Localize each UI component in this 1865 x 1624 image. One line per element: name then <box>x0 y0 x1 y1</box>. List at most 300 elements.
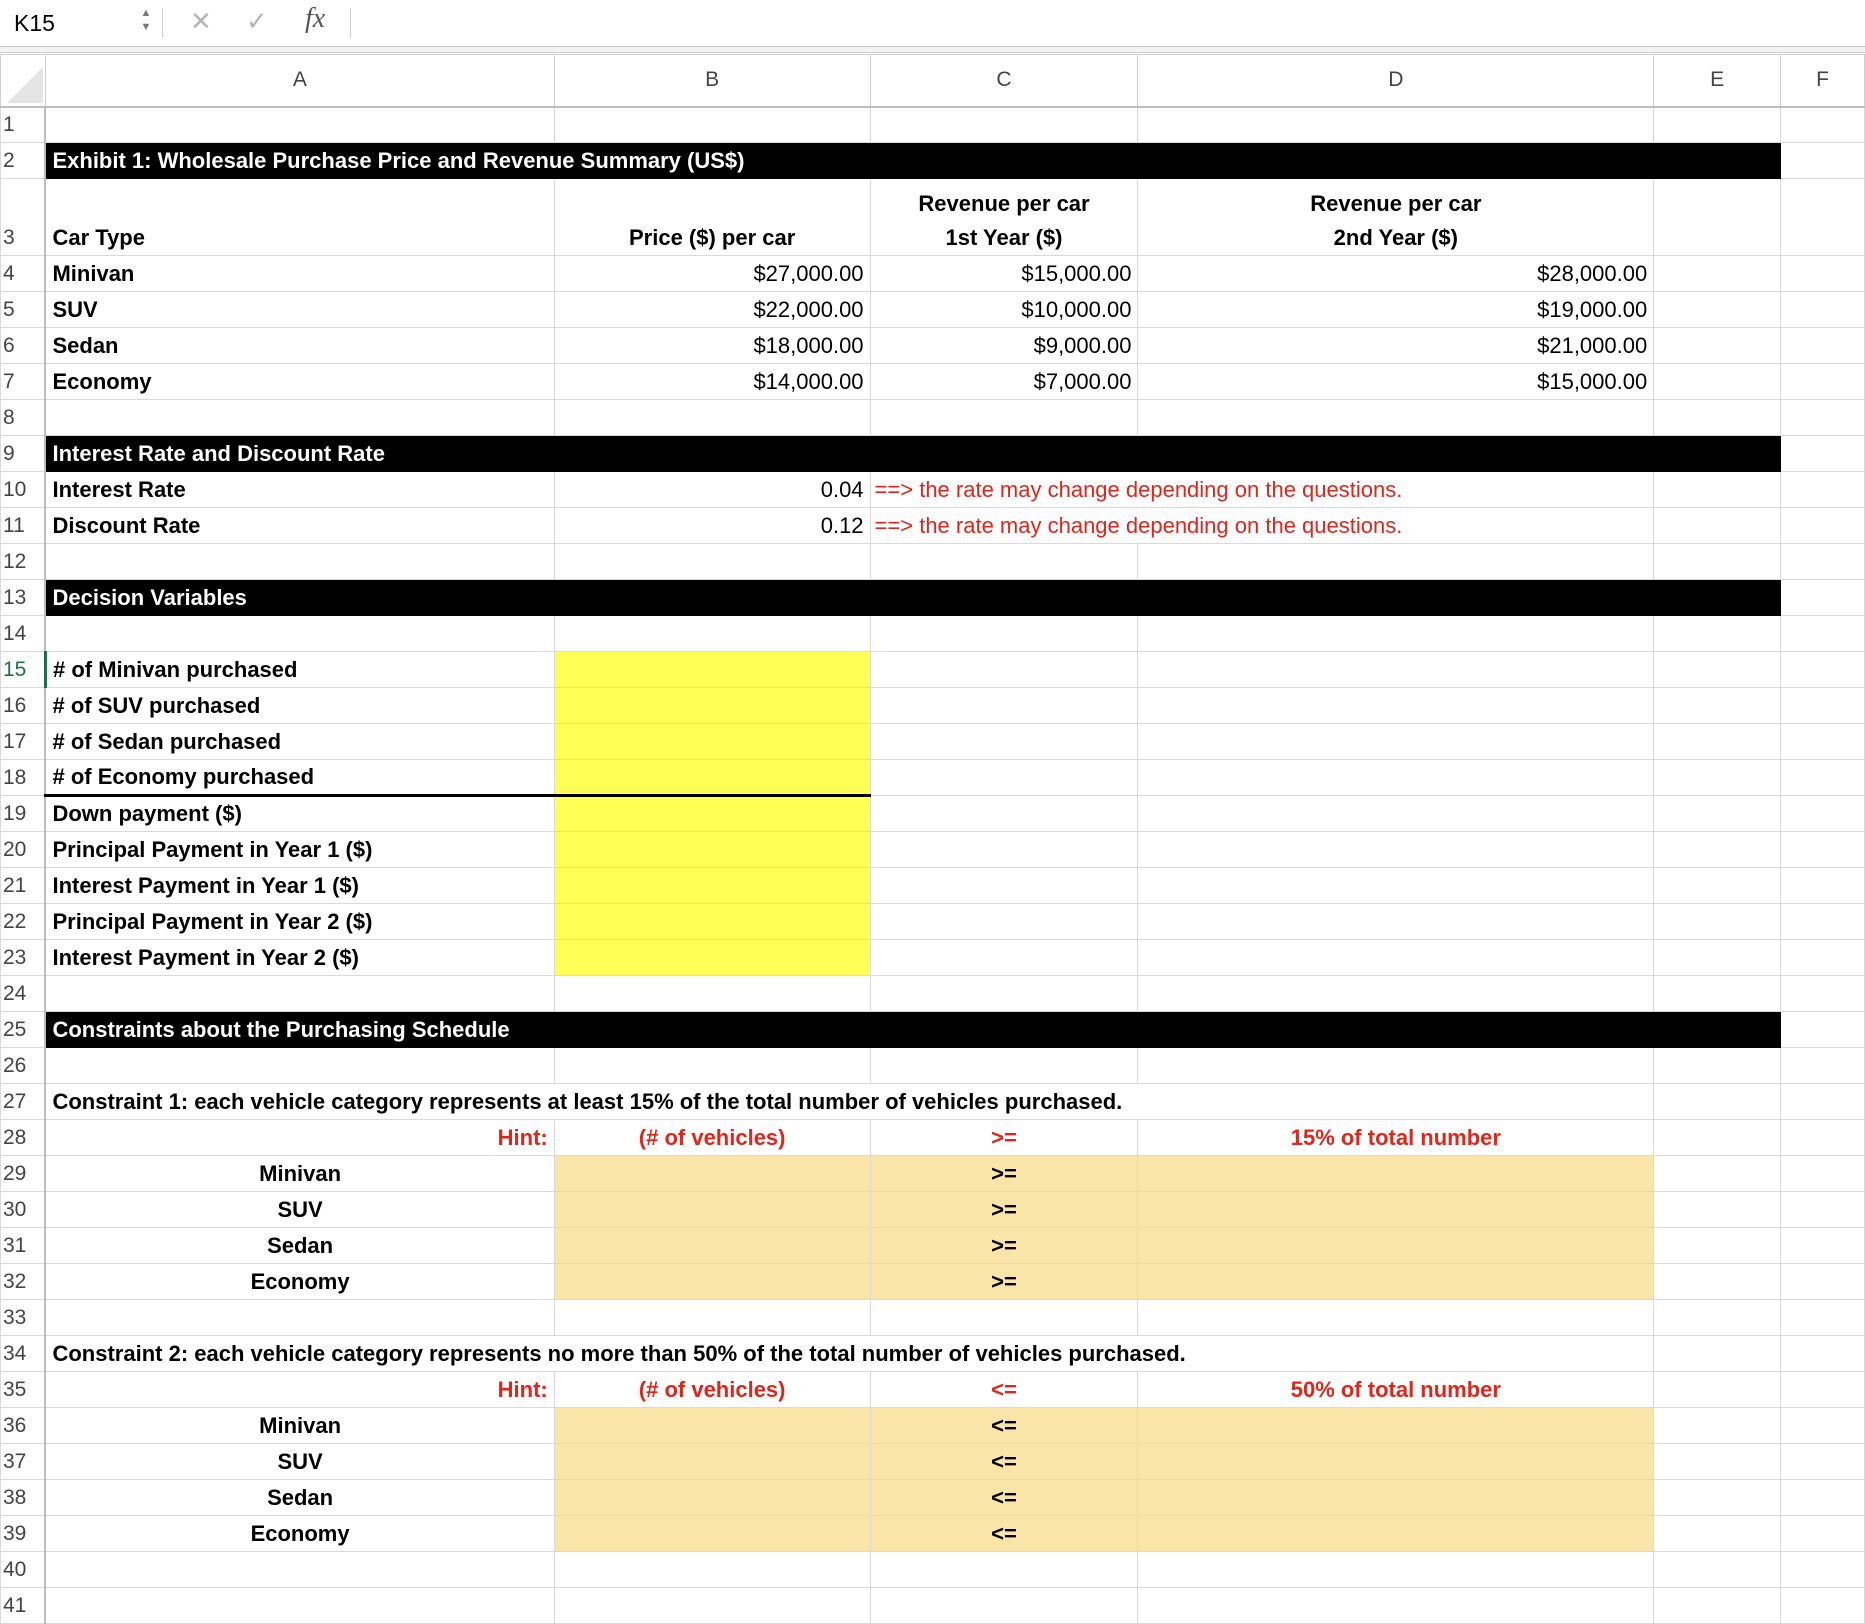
cell[interactable] <box>1781 940 1865 976</box>
cell[interactable] <box>554 1588 870 1624</box>
row-27 <box>1 1084 1865 1120</box>
car-type-cell[interactable]: Economy <box>45 364 554 400</box>
row-header[interactable]: 9 <box>1 436 46 472</box>
row-33 <box>1 1300 1865 1336</box>
price-cell[interactable]: $14,000.00 <box>554 364 870 400</box>
row-header[interactable]: 7 <box>1 364 46 400</box>
row-header[interactable]: 29 <box>1 1156 46 1192</box>
cell[interactable] <box>870 1300 1138 1336</box>
cell[interactable] <box>1138 724 1654 760</box>
revenue-year2-line2: 2nd Year ($) <box>1333 225 1458 250</box>
row-header[interactable]: 12 <box>1 544 46 580</box>
constraint1-hint[interactable]: Hint: <box>45 1120 554 1156</box>
row-header[interactable]: 36 <box>1 1408 46 1444</box>
cell[interactable] <box>1781 1516 1865 1552</box>
cell[interactable] <box>1781 1588 1865 1624</box>
constraint1-item-label[interactable]: Minivan <box>45 1156 554 1192</box>
cell[interactable] <box>1138 544 1654 580</box>
cell[interactable] <box>870 796 1138 832</box>
decision-var-label[interactable]: Principal Payment in Year 2 ($) <box>45 904 554 940</box>
row-header[interactable]: 25 <box>1 1012 46 1048</box>
revenue-year1-header[interactable] <box>870 179 1138 256</box>
row-header[interactable]: 5 <box>1 292 46 328</box>
column-header-b[interactable]: B <box>554 55 870 107</box>
car-type-cell[interactable]: Minivan <box>45 256 554 292</box>
interest-rate-value[interactable]: 0.04 <box>554 472 870 508</box>
row-header[interactable]: 18 <box>1 760 46 796</box>
constraint2-lhs-cell[interactable] <box>554 1444 870 1480</box>
car-type-cell[interactable]: Sedan <box>45 328 554 364</box>
row-header[interactable]: 28 <box>1 1120 46 1156</box>
constraint2-item-label[interactable]: Minivan <box>45 1408 554 1444</box>
formula-input[interactable] <box>352 8 1852 38</box>
cell[interactable] <box>1781 724 1865 760</box>
cell[interactable] <box>45 400 554 436</box>
column-header-d[interactable]: D <box>1138 55 1654 107</box>
cell[interactable] <box>1781 652 1865 688</box>
constraint1-rhs-cell[interactable] <box>1138 1156 1654 1192</box>
cell[interactable] <box>1654 616 1781 652</box>
cell[interactable] <box>554 544 870 580</box>
cell[interactable] <box>870 760 1138 796</box>
cell-f6[interactable] <box>1781 328 1865 364</box>
cell-f7[interactable] <box>1781 364 1865 400</box>
cell[interactable] <box>45 544 554 580</box>
constraint2-op-hint[interactable]: <= <box>870 1372 1138 1408</box>
constraint2-item-label[interactable]: Economy <box>45 1516 554 1552</box>
constraint2-op-cell[interactable]: <= <box>870 1444 1138 1480</box>
cell[interactable] <box>1654 1048 1781 1084</box>
cell-a1[interactable] <box>45 107 554 143</box>
decision-var-input[interactable] <box>554 832 870 868</box>
constraint1-item-label[interactable]: Sedan <box>45 1228 554 1264</box>
cell[interactable] <box>1781 1372 1865 1408</box>
row-header[interactable]: 10 <box>1 472 46 508</box>
constraint2-rhs-cell[interactable] <box>1138 1480 1654 1516</box>
cell-e3[interactable] <box>1654 179 1781 256</box>
discount-rate-note[interactable]: ==> the rate may change depending on the questions. <box>870 508 1654 544</box>
discount-rate-label[interactable]: Discount Rate <box>45 508 554 544</box>
cell[interactable] <box>1654 1192 1781 1228</box>
cell[interactable] <box>1781 508 1865 544</box>
row-41 <box>1 1588 1865 1624</box>
cell[interactable] <box>1654 1264 1781 1300</box>
cell[interactable] <box>1654 832 1781 868</box>
cell[interactable] <box>45 1048 554 1084</box>
cell[interactable] <box>870 832 1138 868</box>
row-header[interactable]: 30 <box>1 1192 46 1228</box>
constraint2-title[interactable]: Constraint 2: each vehicle category represents no more than 50% of the total number of vehicles purchased. <box>45 1336 1653 1372</box>
cell[interactable] <box>1781 760 1865 796</box>
row-header-active[interactable]: 15 <box>1 652 46 688</box>
constraint2-hint[interactable]: Hint: <box>45 1372 554 1408</box>
cell[interactable] <box>1781 1120 1865 1156</box>
cell[interactable] <box>1654 1336 1781 1372</box>
cell[interactable] <box>1138 1552 1654 1588</box>
cell[interactable] <box>870 400 1138 436</box>
constraint2-rhs-cell[interactable] <box>1138 1408 1654 1444</box>
cell[interactable] <box>1654 400 1781 436</box>
row-38 <box>1 1480 1865 1516</box>
cell[interactable] <box>1781 1192 1865 1228</box>
cell[interactable] <box>1654 1480 1781 1516</box>
cell[interactable] <box>554 1552 870 1588</box>
cell[interactable] <box>1654 1120 1781 1156</box>
cell[interactable] <box>1781 796 1865 832</box>
decision-var-input[interactable] <box>554 904 870 940</box>
car-type-cell[interactable]: SUV <box>45 292 554 328</box>
constraint2-op-cell[interactable]: <= <box>870 1480 1138 1516</box>
constraints-section-bar[interactable]: Constraints about the Purchasing Schedule <box>45 1012 1780 1048</box>
cell[interactable] <box>45 616 554 652</box>
cell[interactable] <box>1654 1084 1781 1120</box>
cell[interactable] <box>870 1588 1138 1624</box>
cell[interactable] <box>1781 1408 1865 1444</box>
cell[interactable] <box>1654 472 1781 508</box>
row-39 <box>1 1516 1865 1552</box>
constraint1-rhs-cell[interactable] <box>1138 1192 1654 1228</box>
row-header[interactable]: 19 <box>1 796 46 832</box>
row-header[interactable]: 6 <box>1 328 46 364</box>
revenue-year1-cell[interactable]: $15,000.00 <box>870 256 1138 292</box>
name-box[interactable]: K15 <box>14 10 55 36</box>
constraint1-lhs-cell[interactable] <box>554 1156 870 1192</box>
revenue-year2-cell[interactable]: $28,000.00 <box>1138 256 1654 292</box>
cell[interactable] <box>1138 1588 1654 1624</box>
exhibit-title-bar[interactable]: Exhibit 1: Wholesale Purchase Price and Revenue Summary (US$) <box>45 143 1780 179</box>
constraint1-op-cell[interactable]: >= <box>870 1192 1138 1228</box>
constraint1-lhs-cell[interactable] <box>554 1228 870 1264</box>
row-header[interactable]: 21 <box>1 868 46 904</box>
constraint2-rhs-cell[interactable] <box>1138 1444 1654 1480</box>
constraint2-rhs-cell[interactable] <box>1138 1516 1654 1552</box>
constraint1-rhs-cell[interactable] <box>1138 1264 1654 1300</box>
cell[interactable] <box>1781 868 1865 904</box>
select-all-corner[interactable] <box>1 55 46 107</box>
decision-var-input[interactable] <box>554 652 870 688</box>
rates-section-bar[interactable]: Interest Rate and Discount Rate <box>45 436 1780 472</box>
row-7 <box>1 364 1865 400</box>
cell[interactable] <box>1781 1300 1865 1336</box>
cell[interactable] <box>1654 1408 1781 1444</box>
column-header-row <box>1 55 1865 107</box>
constraint2-item-label[interactable]: SUV <box>45 1444 554 1480</box>
cell[interactable] <box>1654 940 1781 976</box>
cell[interactable] <box>1781 1480 1865 1516</box>
cell[interactable] <box>1138 832 1654 868</box>
constraint2-op-cell[interactable]: <= <box>870 1516 1138 1552</box>
row-9 <box>1 436 1865 472</box>
constraint1-item-label[interactable]: SUV <box>45 1192 554 1228</box>
cell[interactable] <box>1138 652 1654 688</box>
row-header[interactable]: 11 <box>1 508 46 544</box>
cell-f5[interactable] <box>1781 292 1865 328</box>
cell[interactable] <box>1654 1588 1781 1624</box>
cell[interactable] <box>1654 904 1781 940</box>
decision-var-input[interactable] <box>554 760 870 796</box>
cell-e1[interactable] <box>1654 107 1781 143</box>
cell[interactable] <box>1781 400 1865 436</box>
close-icon[interactable]: ✕ <box>190 6 212 36</box>
row-20 <box>1 832 1865 868</box>
decision-var-input[interactable] <box>554 868 870 904</box>
decision-var-input[interactable] <box>554 688 870 724</box>
discount-rate-value[interactable]: 0.12 <box>554 508 870 544</box>
cell[interactable] <box>554 400 870 436</box>
up-down-arrows-icon[interactable]: ▲ ▼ <box>140 7 152 33</box>
decision-var-label[interactable]: # of Minivan purchased <box>45 652 554 688</box>
cell[interactable] <box>1138 796 1654 832</box>
column-header-c[interactable]: C <box>870 55 1138 107</box>
price-cell[interactable]: $18,000.00 <box>554 328 870 364</box>
constraint2-lhs-cell[interactable] <box>554 1516 870 1552</box>
price-cell[interactable]: $22,000.00 <box>554 292 870 328</box>
constraint1-rhs-hint[interactable]: 15% of total number <box>1138 1120 1654 1156</box>
cell-e4[interactable] <box>1654 256 1781 292</box>
check-icon[interactable]: ✓ <box>246 6 268 36</box>
row-header[interactable]: 39 <box>1 1516 46 1552</box>
row-header[interactable]: 23 <box>1 940 46 976</box>
row-35 <box>1 1372 1865 1408</box>
row-28 <box>1 1120 1865 1156</box>
cell-b1[interactable] <box>554 107 870 143</box>
decision-var-label[interactable]: Interest Payment in Year 2 ($) <box>45 940 554 976</box>
cell[interactable] <box>870 976 1138 1012</box>
cell[interactable] <box>1654 544 1781 580</box>
cell[interactable] <box>870 868 1138 904</box>
cell[interactable] <box>1654 868 1781 904</box>
cell-f3[interactable] <box>1781 179 1865 256</box>
constraint2-lhs-cell[interactable] <box>554 1480 870 1516</box>
cell[interactable] <box>1654 1228 1781 1264</box>
constraint1-title[interactable]: Constraint 1: each vehicle category represents at least 15% of the total number of vehicles purchased. <box>45 1084 1653 1120</box>
cell[interactable] <box>1781 1264 1865 1300</box>
cell[interactable] <box>1654 1444 1781 1480</box>
cell[interactable] <box>1138 400 1654 436</box>
car-type-header[interactable]: Car Type <box>45 179 554 256</box>
cell[interactable] <box>1781 1444 1865 1480</box>
cell[interactable] <box>45 976 554 1012</box>
row-header[interactable]: 20 <box>1 832 46 868</box>
interest-rate-label[interactable]: Interest Rate <box>45 472 554 508</box>
revenue-year1-cell[interactable]: $9,000.00 <box>870 328 1138 364</box>
revenue-year1-cell[interactable]: $10,000.00 <box>870 292 1138 328</box>
cell[interactable] <box>870 616 1138 652</box>
row-header[interactable]: 35 <box>1 1372 46 1408</box>
row-header[interactable]: 2 <box>1 143 46 179</box>
constraint1-lhs-cell[interactable] <box>554 1192 870 1228</box>
cell[interactable] <box>554 616 870 652</box>
row-header[interactable]: 16 <box>1 688 46 724</box>
cell[interactable] <box>1781 1552 1865 1588</box>
cell[interactable] <box>1781 1228 1865 1264</box>
revenue-year2-header[interactable] <box>1138 179 1654 256</box>
row-12 <box>1 544 1865 580</box>
revenue-year2-cell[interactable]: $15,000.00 <box>1138 364 1654 400</box>
row-22 <box>1 904 1865 940</box>
row-header[interactable]: 17 <box>1 724 46 760</box>
row-header[interactable]: 31 <box>1 1228 46 1264</box>
revenue-year1-line2: 1st Year ($) <box>945 225 1063 250</box>
decision-variables-bar[interactable]: Decision Variables <box>45 580 1780 616</box>
cell[interactable] <box>1654 1552 1781 1588</box>
decision-var-label[interactable]: Down payment ($) <box>45 796 554 832</box>
cell[interactable] <box>554 1300 870 1336</box>
cell[interactable] <box>1781 472 1865 508</box>
fx-icon[interactable]: fx <box>305 3 326 34</box>
cell[interactable] <box>1781 1336 1865 1372</box>
cell[interactable] <box>870 544 1138 580</box>
constraint1-op-hint[interactable]: >= <box>870 1120 1138 1156</box>
decision-var-label[interactable]: # of Economy purchased <box>45 760 554 796</box>
cell[interactable] <box>1781 436 1865 472</box>
column-header-f[interactable]: F <box>1781 55 1865 107</box>
cell[interactable] <box>1654 688 1781 724</box>
cell[interactable] <box>1781 1156 1865 1192</box>
cell-f1[interactable] <box>1781 107 1865 143</box>
constraint1-item-label[interactable]: Economy <box>45 1264 554 1300</box>
cell[interactable] <box>1654 724 1781 760</box>
row-header[interactable]: 41 <box>1 1588 46 1624</box>
cell[interactable] <box>1138 760 1654 796</box>
cell[interactable] <box>870 1552 1138 1588</box>
cell[interactable] <box>1654 976 1781 1012</box>
decision-var-label[interactable]: # of SUV purchased <box>45 688 554 724</box>
cell[interactable] <box>45 1300 554 1336</box>
cell[interactable] <box>1781 832 1865 868</box>
constraint2-op-cell[interactable]: <= <box>870 1408 1138 1444</box>
constraint2-item-label[interactable]: Sedan <box>45 1480 554 1516</box>
row-header[interactable]: 34 <box>1 1336 46 1372</box>
cell[interactable] <box>1654 508 1781 544</box>
cell[interactable] <box>1781 1012 1865 1048</box>
constraint1-op-cell[interactable]: >= <box>870 1156 1138 1192</box>
cell[interactable] <box>1138 904 1654 940</box>
cell[interactable] <box>1654 1372 1781 1408</box>
cell-e7[interactable] <box>1654 364 1781 400</box>
cell[interactable] <box>1781 688 1865 724</box>
revenue-year2-cell[interactable]: $19,000.00 <box>1138 292 1654 328</box>
cell[interactable] <box>1654 1156 1781 1192</box>
cell[interactable] <box>1781 904 1865 940</box>
row-header[interactable]: 4 <box>1 256 46 292</box>
row-header[interactable]: 40 <box>1 1552 46 1588</box>
price-header[interactable]: Price ($) per car <box>554 179 870 256</box>
decision-var-input[interactable] <box>554 940 870 976</box>
decision-var-label[interactable]: Interest Payment in Year 1 ($) <box>45 868 554 904</box>
decision-var-input[interactable] <box>554 796 870 832</box>
row-header[interactable]: 33 <box>1 1300 46 1336</box>
row-header[interactable]: 14 <box>1 616 46 652</box>
row-11 <box>1 508 1865 544</box>
cell[interactable] <box>1781 1048 1865 1084</box>
row-header[interactable]: 8 <box>1 400 46 436</box>
revenue-year2-cell[interactable]: $21,000.00 <box>1138 328 1654 364</box>
constraint2-lhs-hint[interactable]: (# of vehicles) <box>554 1372 870 1408</box>
constraint1-lhs-cell[interactable] <box>554 1264 870 1300</box>
interest-rate-note[interactable]: ==> the rate may change depending on the questions. <box>870 472 1654 508</box>
row-header[interactable]: 26 <box>1 1048 46 1084</box>
cell-c1[interactable] <box>870 107 1138 143</box>
cell[interactable] <box>1654 1300 1781 1336</box>
cell[interactable] <box>870 724 1138 760</box>
row-6 <box>1 328 1865 364</box>
decision-var-input[interactable] <box>554 724 870 760</box>
row-header[interactable]: 1 <box>1 107 46 143</box>
row-header[interactable]: 27 <box>1 1084 46 1120</box>
row-header[interactable]: 24 <box>1 976 46 1012</box>
cell[interactable] <box>1781 580 1865 616</box>
cell[interactable] <box>870 1048 1138 1084</box>
cell-e6[interactable] <box>1654 328 1781 364</box>
row-26 <box>1 1048 1865 1084</box>
cell[interactable] <box>1654 1516 1781 1552</box>
cell[interactable] <box>1138 868 1654 904</box>
decision-var-label[interactable]: Principal Payment in Year 1 ($) <box>45 832 554 868</box>
cell[interactable] <box>870 688 1138 724</box>
cell[interactable] <box>45 1588 554 1624</box>
cell[interactable] <box>45 1552 554 1588</box>
row-30 <box>1 1192 1865 1228</box>
column-header-e[interactable]: E <box>1654 55 1781 107</box>
row-header[interactable]: 38 <box>1 1480 46 1516</box>
constraint2-rhs-hint[interactable]: 50% of total number <box>1138 1372 1654 1408</box>
cell[interactable] <box>1781 544 1865 580</box>
cell[interactable] <box>554 1048 870 1084</box>
cell[interactable] <box>1138 940 1654 976</box>
cell-f4[interactable] <box>1781 256 1865 292</box>
price-cell[interactable]: $27,000.00 <box>554 256 870 292</box>
row-header[interactable]: 13 <box>1 580 46 616</box>
decision-var-label[interactable]: # of Sedan purchased <box>45 724 554 760</box>
cell[interactable] <box>1138 1048 1654 1084</box>
cell[interactable] <box>1781 616 1865 652</box>
row-header[interactable]: 32 <box>1 1264 46 1300</box>
row-32 <box>1 1264 1865 1300</box>
spreadsheet-grid <box>0 54 1865 1624</box>
cell[interactable] <box>1654 652 1781 688</box>
column-header-a[interactable]: A <box>45 55 554 107</box>
cell[interactable] <box>1138 1300 1654 1336</box>
row-40 <box>1 1552 1865 1588</box>
cell[interactable] <box>870 940 1138 976</box>
cell[interactable] <box>870 652 1138 688</box>
constraint1-op-cell[interactable]: >= <box>870 1228 1138 1264</box>
cell[interactable] <box>870 904 1138 940</box>
cell[interactable] <box>554 976 870 1012</box>
row-header[interactable]: 37 <box>1 1444 46 1480</box>
revenue-year1-cell[interactable]: $7,000.00 <box>870 364 1138 400</box>
constraint1-lhs-hint[interactable]: (# of vehicles) <box>554 1120 870 1156</box>
cell-f2[interactable] <box>1781 143 1865 179</box>
cell[interactable] <box>1138 688 1654 724</box>
row-37 <box>1 1444 1865 1480</box>
cell[interactable] <box>1654 760 1781 796</box>
row-header[interactable]: 3 <box>1 179 46 256</box>
cell[interactable] <box>1138 976 1654 1012</box>
cell-d1[interactable] <box>1138 107 1654 143</box>
row-25 <box>1 1012 1865 1048</box>
constraint1-rhs-cell[interactable] <box>1138 1228 1654 1264</box>
constraint1-op-cell[interactable]: >= <box>870 1264 1138 1300</box>
cell[interactable] <box>1781 1084 1865 1120</box>
cell[interactable] <box>1654 796 1781 832</box>
cell-e5[interactable] <box>1654 292 1781 328</box>
row-header[interactable]: 22 <box>1 904 46 940</box>
cell[interactable] <box>1781 976 1865 1012</box>
cell[interactable] <box>1138 616 1654 652</box>
constraint2-lhs-cell[interactable] <box>554 1408 870 1444</box>
